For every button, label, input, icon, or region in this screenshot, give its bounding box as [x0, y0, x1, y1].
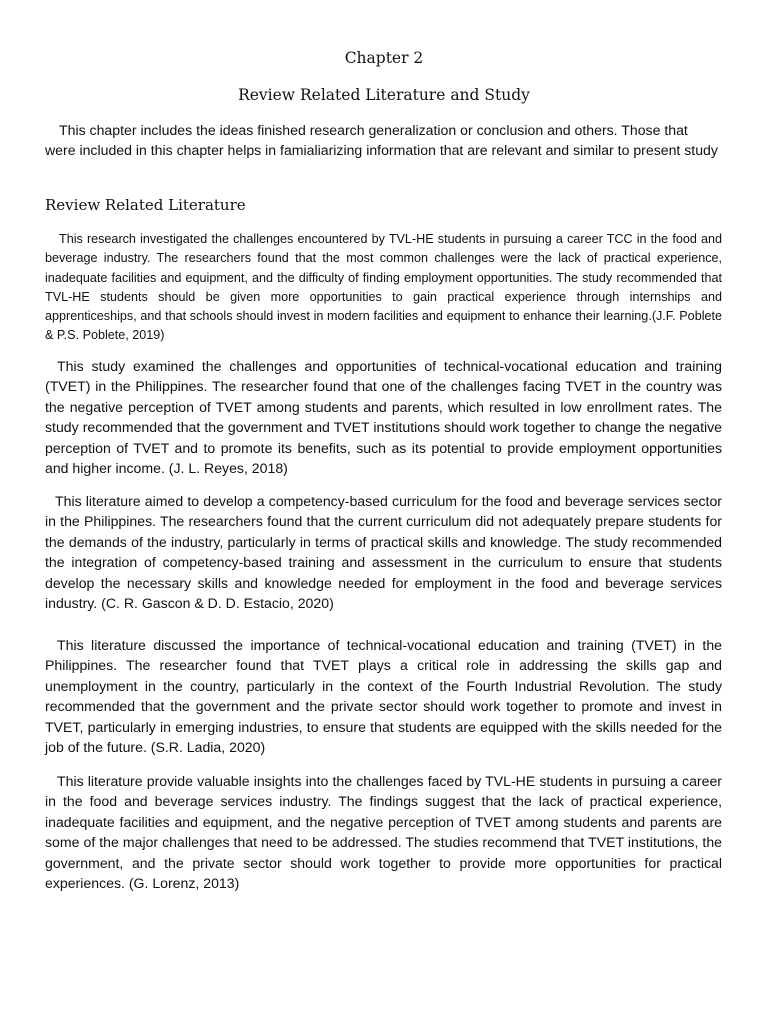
section-heading: Review Related Literature — [45, 196, 246, 214]
chapter-number: Chapter 2 — [344, 49, 424, 67]
chapter-title: Review Related Literature and Study — [238, 86, 530, 104]
literature-paragraph-2: This study examined the challenges and opportunities of technical-vocational education and training (TVET) in the Philippines. The researcher found that one of the challenges facing TVET in the country was the negative perception of TVET among students and parents, which resulted in low enrollment rates. The study recommended that the government and TVET institutions should work together to change the negative perception of TVET and to promote its benefits, such as its potential to provide employment opportunities and higher income. (J. L. Reyes, 2018) — [45, 358, 722, 477]
literature-paragraph-1: This research investigated the challenges encountered by TVL-HE students in pursuing a career TCC in the food and beverage industry. The researchers found that the most common challenges were the lack of practical experience, inadequate facilities and equipment, and the difficulty of finding employment opportunities. The study recommended that TVL-HE students should be given more opportunities to gain practical experience through internships and apprenticeships, and that schools should invest in modern facilities and equipment to enhance their learning.(J.F. Poblete & P.S. Poblete, 2019) — [45, 232, 722, 343]
intro-paragraph: This chapter includes the ideas finished research generalization or conclusion and others. Those that were included in this chapter helps in famialiarizing information that are relevant and similar to present study — [45, 122, 718, 158]
literature-paragraph-3: This literature aimed to develop a competency-based curriculum for the food and beverage services sector in the Philippines. The researchers found that the current curriculum did not adequately prepare students for the demands of the industry, particularly in terms of practical skills and knowledge. The study recommended the integration of competency-based training and assessment in the curriculum to ensure that students develop the necessary skills and knowledge needed for employment in the food and beverage services industry. (C. R. Gascon & D. D. Estacio, 2020) — [45, 493, 722, 612]
literature-paragraph-4: This literature discussed the importance of technical-vocational education and training (TVET) in the Philippines. The researcher found that TVET plays a critical role in addressing the skills gap and unemployment in the country, particularly in the context of the Fourth Industrial Revolution. The study recommended that the government and the private sector should work together to promote and invest in TVET, particularly in emerging industries, to ensure that students are equipped with the skills needed for the job of the future. (S.R. Ladia, 2020) — [45, 637, 722, 756]
literature-paragraph-5: This literature provide valuable insights into the challenges faced by TVL-HE students in pursuing a career in the food and beverage services industry. The findings suggest that the lack of practical experience, inadequate facilities and equipment, and the negative perception of TVET among students and parents are some of the major challenges that need to be addressed. The studies recommend that TVET institutions, the government, and the private sector should work together to provide more opportunities for practical experiences. (G. Lorenz, 2013) — [45, 773, 722, 892]
